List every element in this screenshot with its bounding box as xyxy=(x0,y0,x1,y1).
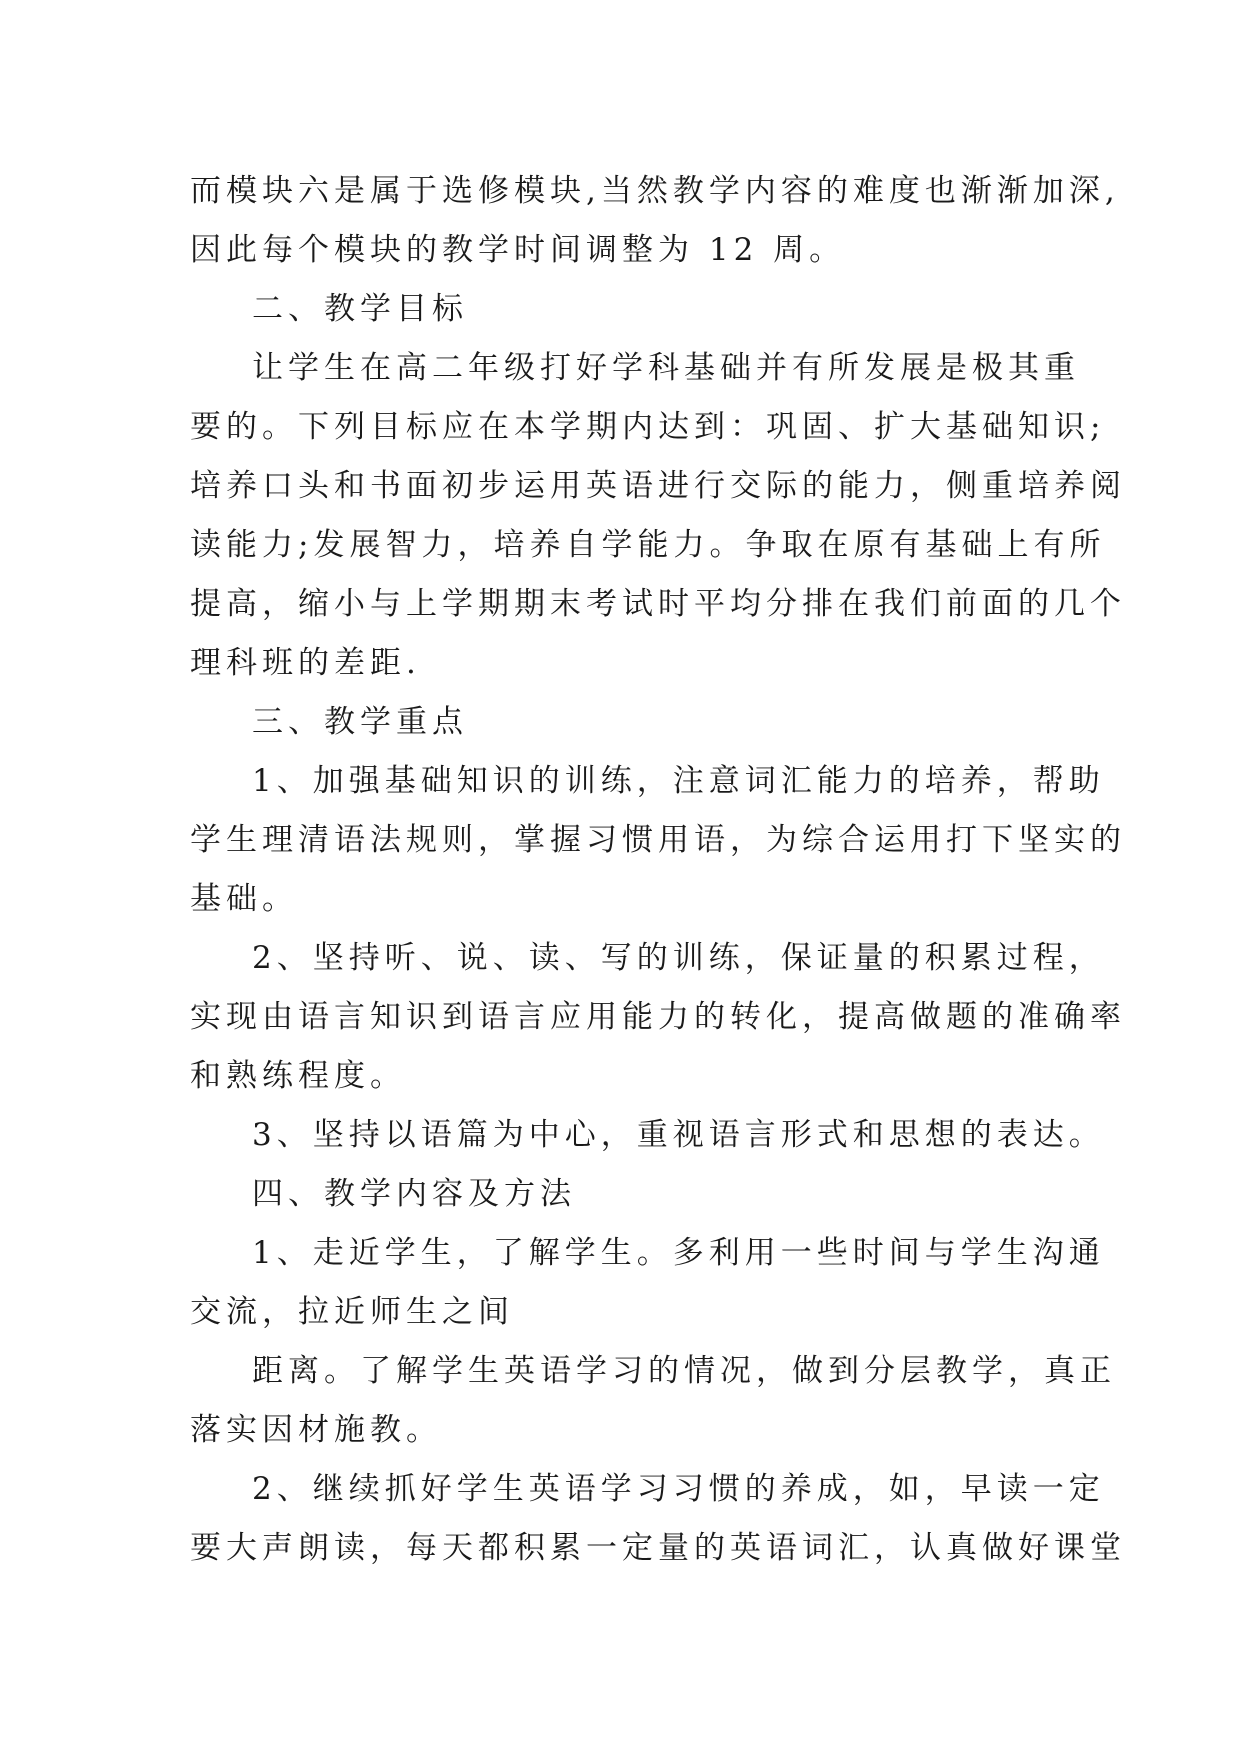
section-heading: 二、教学目标 xyxy=(252,291,468,327)
paragraph-line: 1、走近学生，了解学生。多利用一些时间与学生沟通 xyxy=(252,1235,1105,1271)
paragraph-line: 2、坚持听、说、读、写的训练，保证量的积累过程， xyxy=(252,940,1105,976)
paragraph-line: 2、继续抓好学生英语学习习惯的养成，如，早读一定 xyxy=(252,1471,1105,1507)
paragraph-line: 因此每个模块的教学时间调整为 12 周。 xyxy=(190,232,846,268)
paragraph-line: 理科班的差距. xyxy=(190,645,421,681)
paragraph-line: 1、加强基础知识的训练，注意词汇能力的培养，帮助 xyxy=(252,763,1105,799)
paragraph-line: 交流，拉近师生之间 xyxy=(190,1294,514,1330)
paragraph-line: 要的。下列目标应在本学期内达到：巩固、扩大基础知识; xyxy=(190,409,1106,445)
paragraph-line: 培养口头和书面初步运用英语进行交际的能力，侧重培养阅 xyxy=(190,468,1126,504)
paragraph-line: 基础。 xyxy=(190,881,298,917)
paragraph-line: 要大声朗读，每天都积累一定量的英语词汇，认真做好课堂 xyxy=(190,1530,1126,1566)
paragraph-line: 实现由语言知识到语言应用能力的转化，提高做题的准确率 xyxy=(190,999,1126,1035)
paragraph-line: 学生理清语法规则，掌握习惯用语，为综合运用打下坚实的 xyxy=(190,822,1126,858)
section-heading: 四、教学内容及方法 xyxy=(252,1176,576,1212)
paragraph-line: 和熟练程度。 xyxy=(190,1058,406,1094)
paragraph-line: 落实因材施教。 xyxy=(190,1412,442,1448)
paragraph-line: 读能力;发展智力，培养自学能力。争取在原有基础上有所 xyxy=(190,527,1106,563)
paragraph-line: 而模块六是属于选修模块,当然教学内容的难度也渐渐加深, xyxy=(190,173,1120,209)
paragraph-line: 3、坚持以语篇为中心，重视语言形式和思想的表达。 xyxy=(252,1117,1105,1153)
paragraph-line: 让学生在高二年级打好学科基础并有所发展是极其重 xyxy=(252,350,1080,386)
section-heading: 三、教学重点 xyxy=(252,704,468,740)
paragraph-line: 提高，缩小与上学期期末考试时平均分排在我们前面的几个 xyxy=(190,586,1126,622)
paragraph-line: 距离。了解学生英语学习的情况，做到分层教学，真正 xyxy=(252,1353,1116,1389)
